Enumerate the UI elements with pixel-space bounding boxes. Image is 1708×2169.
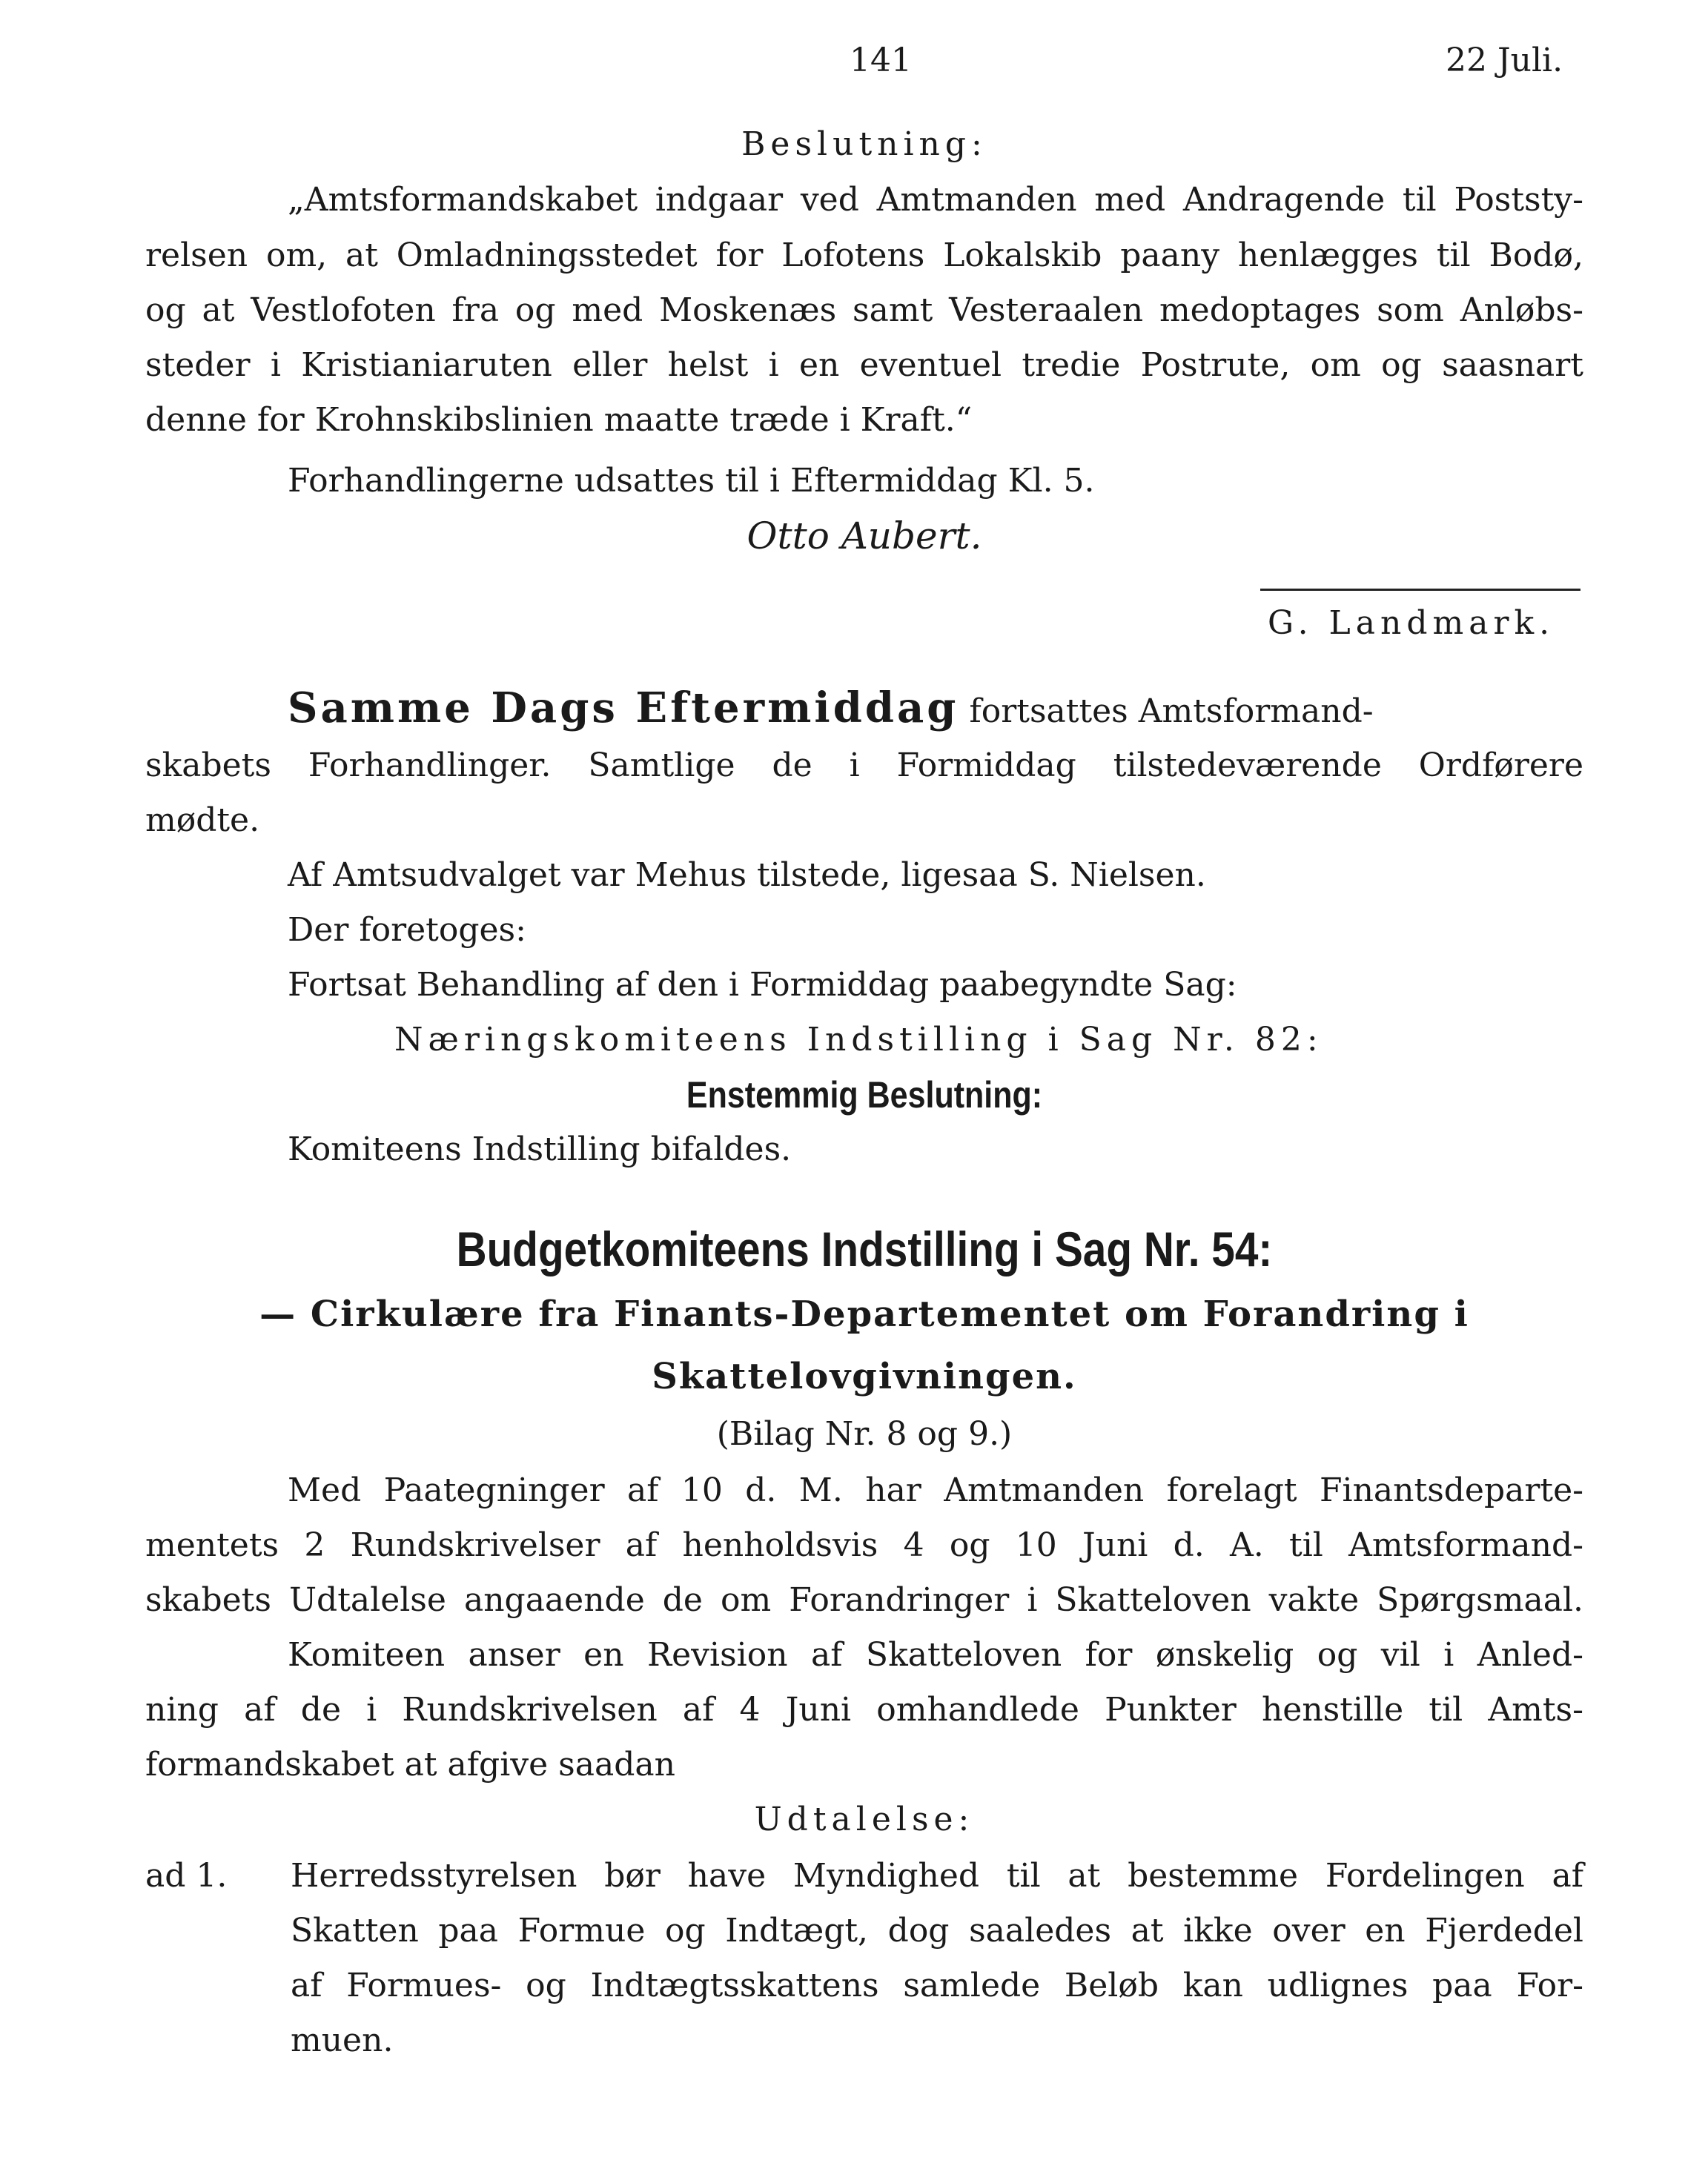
body-line: denne for Krohnskibslinien maatte træde i Kraft.“ <box>145 401 973 439</box>
item-line: Skatten paa Formue og Indtægt, dog saaledes at ikke over en Fjerdedel <box>291 1912 1583 1950</box>
body-line: relsen om, at Omladningsstedet for Lofotens Lokalskib paany henlægges til Bodø, <box>145 236 1583 274</box>
circular-subheading-2: Skattelovgivningen. <box>652 1356 1077 1397</box>
body-line: mentets 2 Rundskrivelser af henholdsvis 4 og 10 Juni d. A. til Amtsformand- <box>145 1526 1583 1564</box>
body-line: Komiteen anser en Revision af Skatteloven for ønskelig og vil i Anled- <box>288 1636 1583 1674</box>
annex-reference: (Bilag Nr. 8 og 9.) <box>716 1415 1013 1453</box>
unanimous-decision-heading: Enstemmig Beslutning: <box>686 1074 1043 1116</box>
budget-committee-heading: Budgetkomiteens Indstilling i Sag Nr. 54: <box>456 1222 1273 1276</box>
body-line: Fortsat Behandling af den i Formiddag paabegyndte Sag: <box>288 966 1237 1004</box>
body-line: formandskabet at afgive saadan <box>145 1746 675 1784</box>
body-line: mødte. <box>145 801 260 839</box>
adjourn-line: Forhandlingerne udsattes til i Eftermiddag Kl. 5. <box>288 462 1095 500</box>
body-line: skabets Forhandlinger. Samtlige de i Formiddag tilstedeværende Ordførere <box>145 746 1583 784</box>
body-line: Der foretoges: <box>288 911 526 949</box>
circular-subheading: — Cirkulære fra Finants-Departementet om Forandring i <box>259 1294 1469 1335</box>
item-line: muen. <box>291 2021 394 2059</box>
item-line: Herredsstyrelsen bør have Myndighed til at bestemme Fordelingen af <box>291 1857 1583 1895</box>
signature-landmark: G. Landmark. <box>1268 604 1555 642</box>
page-number: 141 <box>850 42 912 79</box>
body-line: og at Vestlofoten fra og med Moskenæs samt Vesteraalen medoptages som Anløbs- <box>145 291 1583 329</box>
item-line: af Formues- og Indtægtsskattens samlede Beløb kan udlignes paa For- <box>291 1967 1583 2004</box>
afternoon-heading-rest: fortsattes Amtsformand- <box>969 692 1374 730</box>
signature-aubert: Otto Aubert. <box>747 514 982 557</box>
header-date: 22 Juli. <box>1446 42 1563 79</box>
body-line: „Amtsformandskabet indgaar ved Amtmanden med Andragende til Poststy- <box>288 181 1583 219</box>
afternoon-heading-line <box>288 682 1583 738</box>
signature-rule <box>1260 589 1580 591</box>
body-line: steder i Kristianiaruten eller helst i en eventuel tredie Postrute, om og saasnart <box>145 346 1583 384</box>
body-line: Med Paategninger af 10 d. M. har Amtmanden forelagt Finantsdeparte- <box>288 1471 1583 1509</box>
decision-heading: Beslutning: <box>741 125 987 163</box>
committee-reference: Næringskomiteens Indstilling i Sag Nr. 82: <box>394 1021 1323 1059</box>
afternoon-heading: Samme Dags Eftermiddag <box>288 683 959 732</box>
body-line: skabets Udtalelse angaaende de om Forandringer i Skatteloven vakte Spørgsmaal. <box>145 1581 1583 1619</box>
body-line: Af Amtsudvalget var Mehus tilstede, ligesaa S. Nielsen. <box>288 856 1206 894</box>
decision-text: Komiteens Indstilling bifaldes. <box>288 1130 792 1168</box>
item-label: ad 1. <box>145 1857 228 1895</box>
statement-heading: Udtalelse: <box>754 1801 975 1838</box>
body-line: ning af de i Rundskrivelsen af 4 Juni omhandlede Punkter henstille til Amts- <box>145 1691 1583 1729</box>
